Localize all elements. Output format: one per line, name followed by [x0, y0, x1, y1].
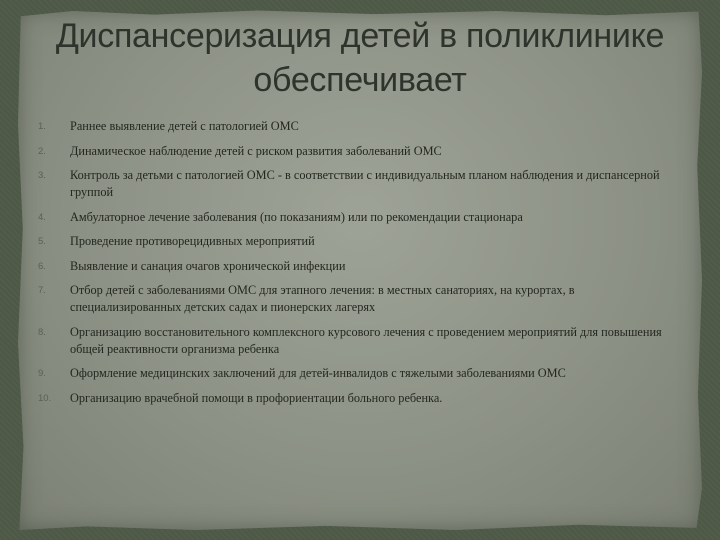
list-item-number: 7.	[38, 285, 46, 296]
list-item-number: 1.	[38, 121, 46, 132]
list-item-text: Оформление медицинских заключений для детей-инвалидов с тяжелыми заболеваниями ОМС	[70, 366, 566, 380]
list-item	[38, 209, 688, 226]
list-item-text: Проведение противорецидивных мероприятий	[70, 234, 315, 248]
list-item-number: 6.	[38, 260, 46, 272]
list-item	[38, 233, 688, 250]
list-item-text: Раннее выявление детей с патологией ОМС	[70, 119, 299, 133]
list-item	[38, 118, 688, 135]
list-item-text: Организацию врачебной помощи в профориентации больного ребенка.	[70, 390, 443, 405]
list-item-text: Организацию восстановительного комплексного курсового лечения с проведением мероприятий для повышения общей реактивности организма ребенка	[70, 324, 662, 356]
list-item-number: 9.	[38, 368, 46, 379]
list-item	[38, 390, 688, 407]
list-item-text: Контроль за детьми с патологией ОМС - в соответствии с индивидуальным планом наблюдения и диспансерной группой	[70, 168, 660, 199]
list-item-text: Динамическое наблюдение детей с риском развития заболеваний ОМС	[70, 143, 442, 158]
numbered-list	[38, 118, 688, 414]
list-item-number: 2.	[38, 145, 46, 157]
title-line-1: Диспансеризация детей в поликлинике	[55, 17, 665, 55]
list-item	[38, 143, 688, 160]
list-item-number: 3.	[38, 170, 46, 181]
slide-title	[20, 14, 700, 102]
list-item-text: Выявление и санация очагов хронической инфекции	[70, 258, 346, 273]
list-item	[38, 324, 688, 358]
list-item-number: 10.	[38, 392, 52, 404]
list-item-number: 5.	[38, 236, 46, 247]
list-item	[38, 282, 688, 316]
list-item	[38, 167, 688, 201]
list-item	[38, 258, 688, 275]
title-line-2: обеспечивает	[253, 61, 467, 99]
list-item-number: 4.	[38, 211, 46, 223]
list-item	[38, 365, 688, 382]
list-item-text: Отбор детей с заболеваниями ОМС для этапного лечения: в местных санаториях, на курортах, в специализированных детских садах и пионерских лагерях	[70, 283, 575, 314]
list-item-text: Амбулаторное лечение заболевания (по показаниям) или по рекомендации стационара	[70, 209, 523, 224]
list-item-number: 8.	[38, 326, 46, 338]
